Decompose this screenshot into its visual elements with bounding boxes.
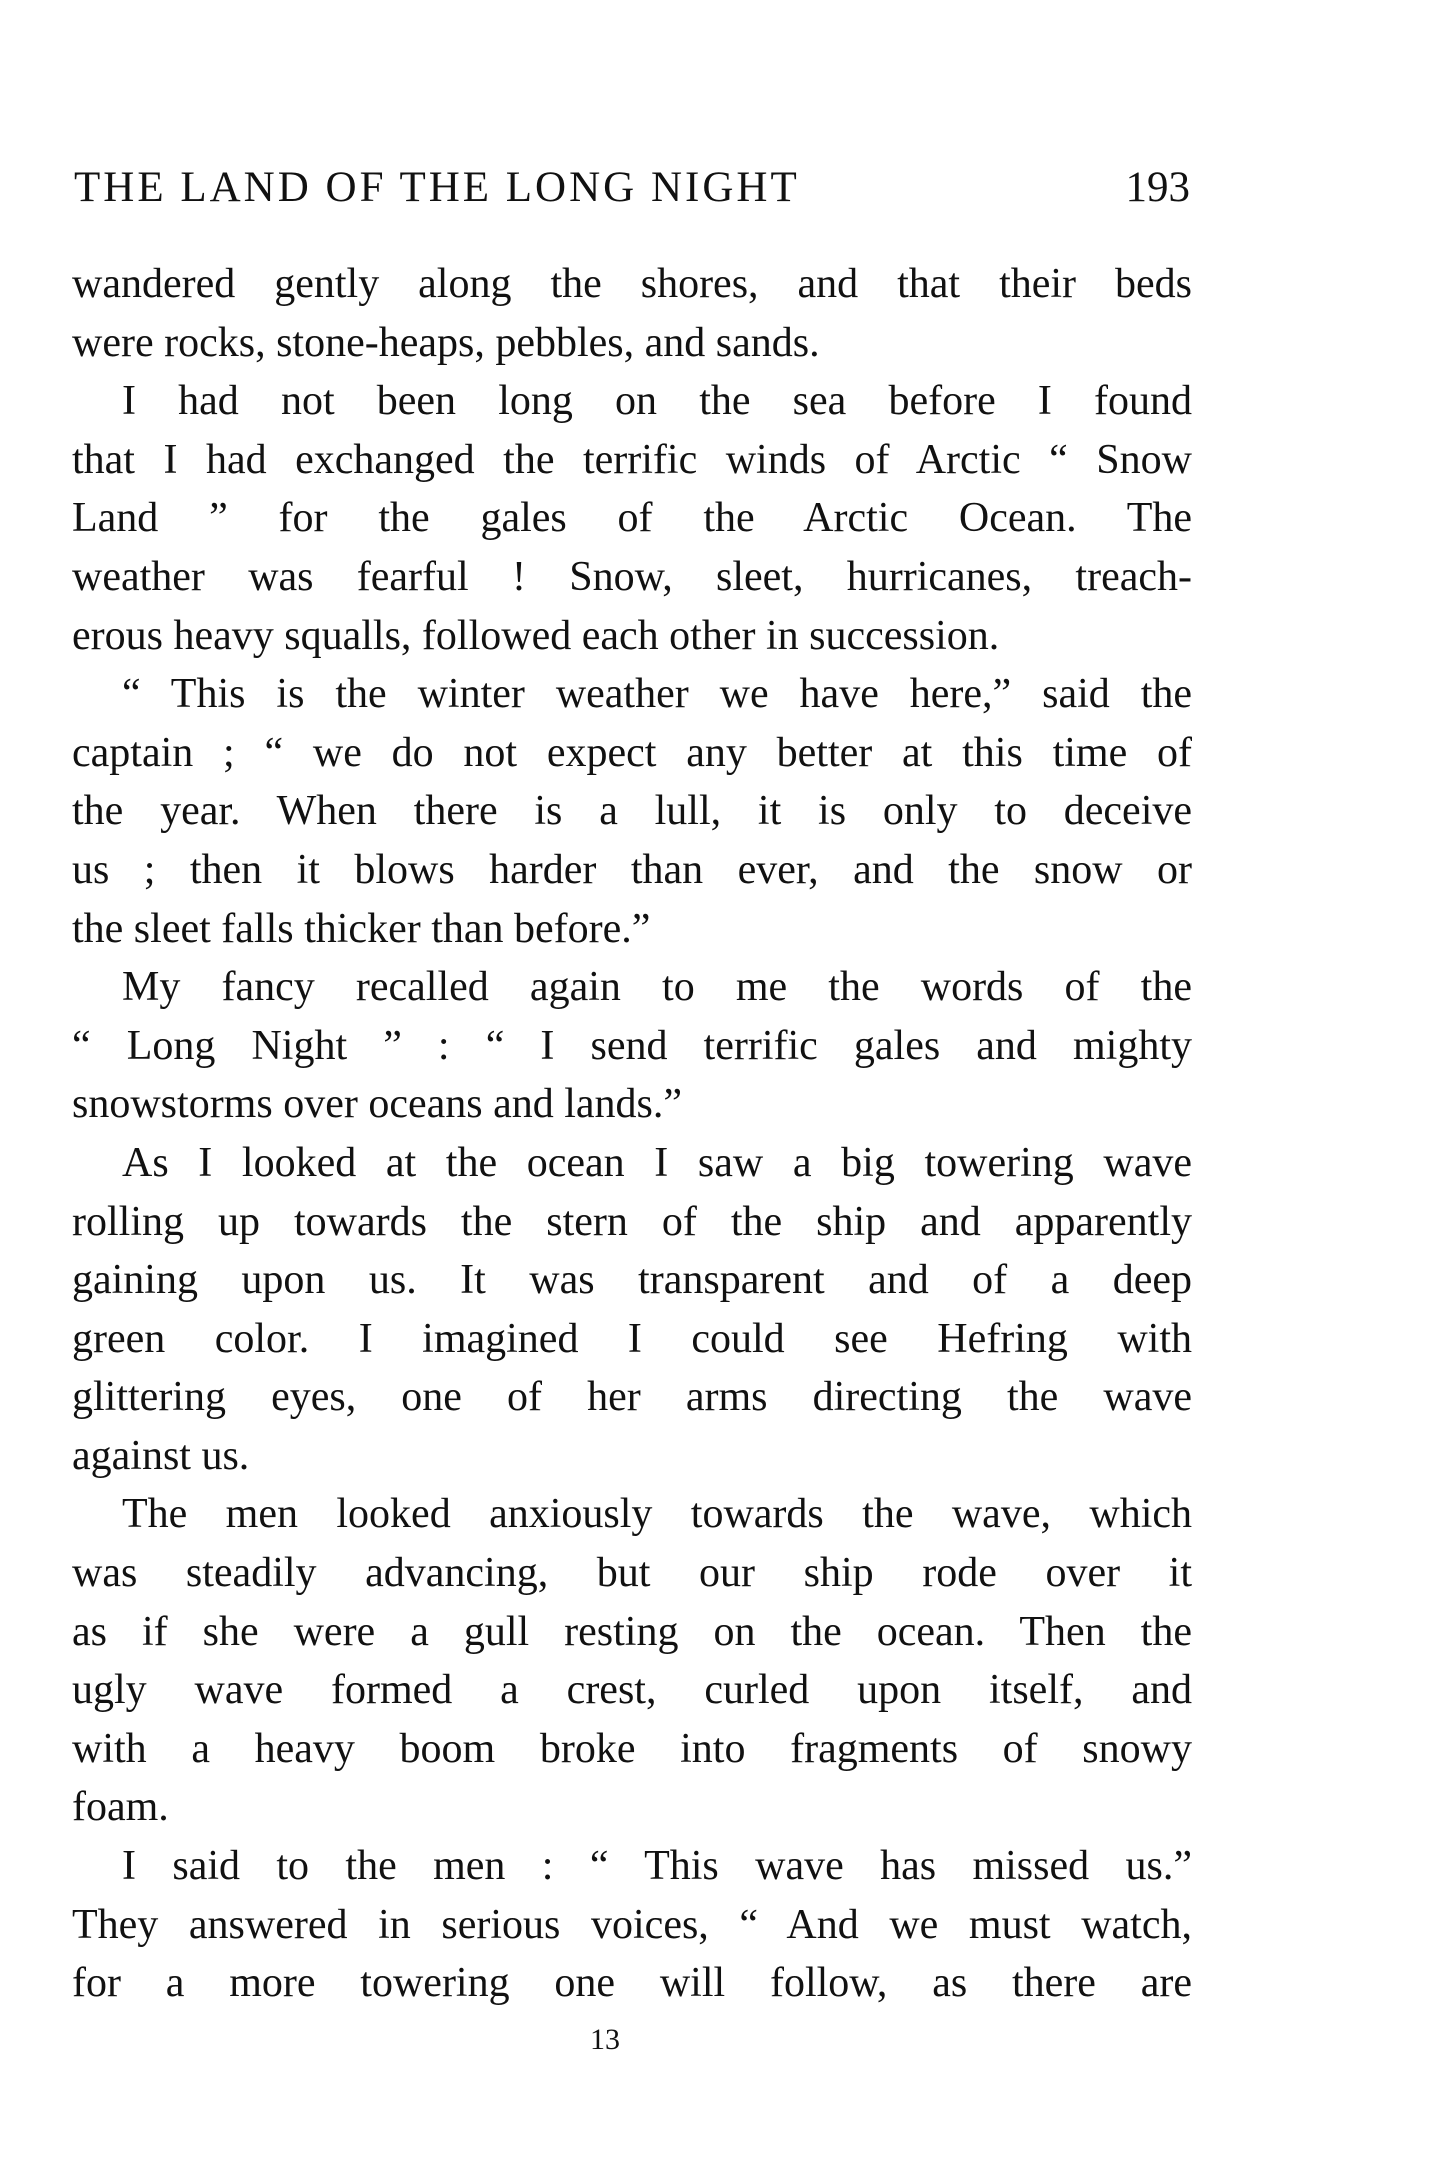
text-line: Land ” for the gales of the Arctic Ocean. The — [72, 495, 1192, 542]
text-line: “ This is the winter weather we have here,” said the — [122, 671, 1192, 718]
text-line: captain ; “ we do not expect any better at this time of — [72, 729, 1192, 776]
text-line: foam. — [72, 1784, 169, 1831]
running-header — [74, 158, 1190, 218]
text-line: were rocks, stone-heaps, pebbles, and sands. — [72, 319, 820, 366]
text-line: weather was fearful ! Snow, sleet, hurricanes, treach- — [72, 553, 1192, 600]
text-line: with a heavy boom broke into fragments of snowy — [72, 1725, 1192, 1772]
text-line: the year. When there is a lull, it is only to deceive — [72, 788, 1192, 835]
text-line: was steadily advancing, but our ship rode over it — [72, 1550, 1192, 1597]
signature-mark: 13 — [590, 2023, 620, 2056]
text-line: I had not been long on the sea before I found — [122, 378, 1192, 425]
text-line: As I looked at the ocean I saw a big towering wave — [122, 1139, 1192, 1186]
text-line: erous heavy squalls, followed each other in succession. — [72, 612, 1000, 659]
text-line: glittering eyes, one of her arms directing the wave — [72, 1374, 1192, 1421]
text-line: My fancy recalled again to me the words of the — [122, 964, 1192, 1011]
text-line: gaining upon us. It was transparent and of a deep — [72, 1257, 1192, 1304]
text-line: as if she were a gull resting on the ocean. Then the — [72, 1608, 1192, 1655]
text-line: wandered gently along the shores, and that their beds — [72, 261, 1192, 307]
text-line: ugly wave formed a crest, curled upon itself, and — [72, 1667, 1192, 1714]
text-line: rolling up towards the stern of the ship and apparently — [72, 1198, 1192, 1245]
text-line: for a more towering one will follow, as there are — [72, 1960, 1192, 2007]
text-line: I said to the men : “ This wave has missed us.” — [122, 1843, 1192, 1890]
text-line: us ; then it blows harder than ever, and the snow or — [72, 846, 1192, 893]
text-line: against us. — [72, 1432, 250, 1479]
text-line: The men looked anxiously towards the wave, which — [122, 1491, 1192, 1538]
body-text — [72, 255, 1192, 2013]
page-number: 193 — [1125, 164, 1190, 211]
text-line: the sleet falls thicker than before.” — [72, 905, 651, 952]
text-line: that I had exchanged the terrific winds of Arctic “ Snow — [72, 436, 1192, 483]
text-line: “ Long Night ” : “ I send terrific gales and mighty — [72, 1022, 1192, 1069]
chapter-title: THE LAND OF THE LONG NIGHT — [74, 164, 800, 211]
text-line: snowstorms over oceans and lands.” — [72, 1081, 683, 1128]
text-line: green color. I imagined I could see Hefring with — [72, 1315, 1192, 1362]
text-line: They answered in serious voices, “ And we must watch, — [72, 1901, 1192, 1948]
